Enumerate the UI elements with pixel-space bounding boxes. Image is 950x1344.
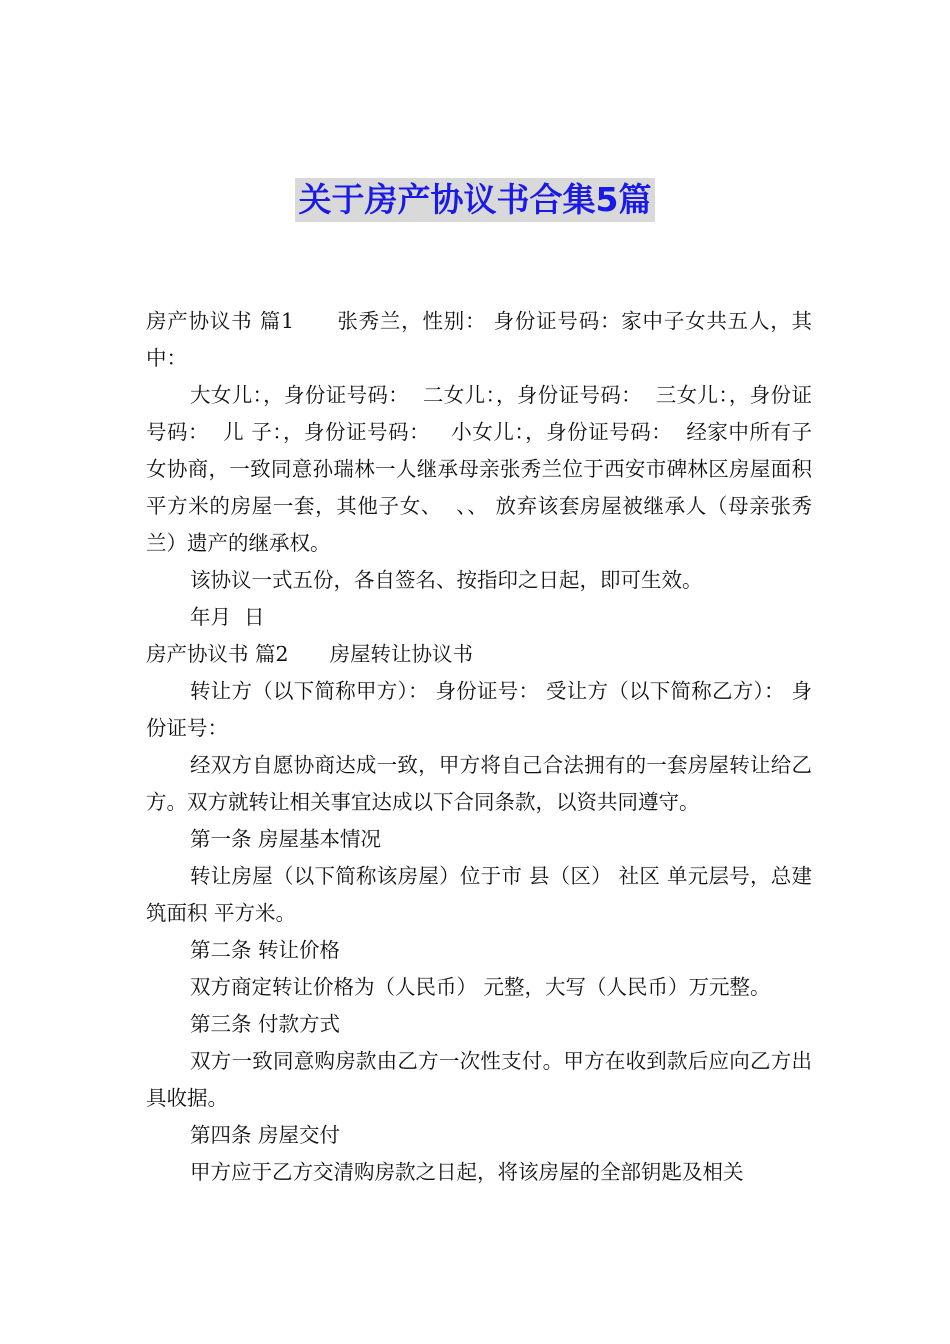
paragraph: 第二条 转让价格 [190, 938, 341, 962]
paragraph: 房产协议书 篇1 张秀兰，性别： 身份证号码：家中子女共五人，其中： [146, 309, 812, 370]
paragraph: 该协议一式五份，各自签名、按指印之日起，即可生效。 [190, 568, 703, 592]
paragraph: 第三条 付款方式 [190, 1012, 341, 1036]
paragraph: 双方一致同意购房款由乙方一次性支付。甲方在收到款后应向乙方出具收据。 [146, 1049, 812, 1110]
paragraph: 甲方应于乙方交清购房款之日起，将该房屋的全部钥匙及相关 [190, 1160, 744, 1184]
paragraph: 第一条 房屋基本情况 [190, 827, 382, 851]
paragraph: 年月 日 [190, 605, 265, 629]
paragraph: 转让方（以下简称甲方）： 身份证号： 受让方（以下简称乙方）： 身份证号： [146, 679, 812, 740]
title-container [0, 178, 950, 222]
paragraph: 大女儿：，身份证号码： 二女儿：，身份证号码： 三女儿：，身份证号码： 儿 子：，身份证号码： 小女儿：，身份证号码： 经家中所有子女协商，一致同意孙瑞林一人继承母亲张秀兰位于西安市碑林区房屋面积平方米的房屋一套，其他子女、 、、 放弃该套房屋被继承人（母亲张秀兰）遗产的继承权。 [146, 383, 812, 555]
paragraph: 经双方自愿协商达成一致，甲方将自己合法拥有的一套房屋转让给乙方。双方就转让相关事宜达成以下合同条款，以资共同遵守。 [146, 753, 812, 814]
paragraph: 双方商定转让价格为（人民币） 元整，大写（人民币）万元整。 [190, 975, 771, 999]
paragraph: 房产协议书 篇2 房屋转让协议书 [146, 642, 474, 666]
document-body [146, 303, 812, 1191]
paragraph: 转让房屋（以下简称该房屋）位于市 县（区） 社区 单元层号，总建筑面积 平方米。 [146, 864, 812, 925]
paragraph: 第四条 房屋交付 [190, 1123, 341, 1147]
document-title: 关于房产协议书合集5篇 [295, 178, 656, 222]
